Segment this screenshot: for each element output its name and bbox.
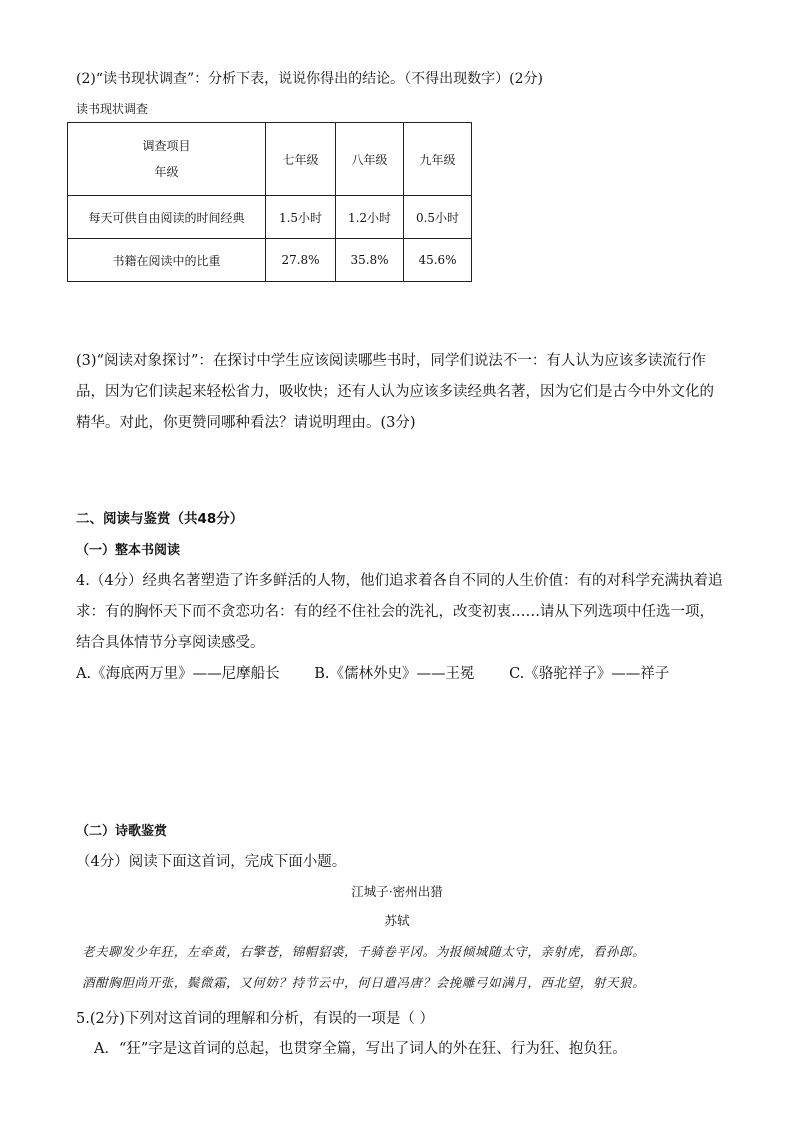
option-a: A.《海底两万里》——尼摩船长	[76, 666, 280, 682]
option-c: C.《骆驼祥子》——祥子	[509, 666, 670, 682]
table-row	[68, 239, 472, 282]
table-header-row	[68, 123, 472, 196]
poem-title: 江城子·密州出猎	[351, 884, 443, 899]
question-2-text: (2)“读书现状调查”：分析下表，说说你得出的结论。（不得出现数字）(2分)	[76, 71, 543, 87]
subsection-heading-poetry: （二）诗歌鉴赏	[76, 824, 168, 839]
table-cell: 0.5小时	[404, 196, 472, 239]
table-corner-cell	[68, 123, 266, 196]
grade-header-9: 九年级	[404, 123, 472, 196]
grade-header-8: 八年级	[336, 123, 404, 196]
corner-label-item: 调查项目	[142, 139, 191, 153]
poem-author: 苏轼	[384, 913, 410, 928]
table-cell: 1.2小时	[336, 196, 404, 239]
table-cell: 27.8%	[266, 239, 336, 282]
table-caption: 读书现状调查	[76, 102, 149, 116]
row-label: 每天可供自由阅读的时间经典	[68, 196, 266, 239]
corner-label-grade: 年级	[154, 165, 179, 179]
poem-line: 老夫聊发少年狂，左牵黄，右擎苍，锦帽貂裘，千骑卷平冈。为报倾城随太守，亲射虎，看孙郎。	[82, 944, 646, 959]
row-label: 书籍在阅读中的比重	[68, 239, 266, 282]
option-b: B.《儒林外史》——王冕	[314, 666, 475, 682]
survey-table	[67, 122, 472, 282]
poem-intro: （4分）阅读下面这首词，完成下面小题。	[76, 854, 347, 870]
table-cell: 1.5小时	[266, 196, 336, 239]
question-3-text: (3)“阅读对象探讨”：在探讨中学生应该阅读哪些书时，同学们说法不一：有人认为应该多读流行作品，因为它们读起来轻松省力，吸收快；还有人认为应该多读经典名著，因为它们是古今中外文化的精华。对此，你更赞同哪种看法？请说明理由。(3分)	[76, 353, 714, 431]
subsection-heading-book: （一）整本书阅读	[76, 543, 181, 558]
section-heading: 二、阅读与鉴赏（共48分）	[76, 511, 244, 527]
table-row	[68, 196, 472, 239]
question-5-text: 5.(2分)下列对这首词的理解和分析，有误的一项是（ ）	[76, 1011, 434, 1027]
poem-line: 酒酣胸胆尚开张，鬓微霜，又何妨？持节云中，何日遣冯唐？会挽雕弓如满月，西北望，射天狼。	[82, 975, 646, 990]
grade-header-7: 七年级	[266, 123, 336, 196]
question-4-text: 4.（4分）经典名著塑造了许多鲜活的人物，他们追求着各自不同的人生价值：有的对科学充满执着追求：有的胸怀天下而不贪恋功名：有的经不住社会的洗礼，改变初衷……请从下列选项中任选一项，结合具体情节分享阅读感受。	[76, 573, 723, 651]
table-cell: 45.6%	[404, 239, 472, 282]
question-4-options	[76, 662, 699, 683]
question-5-option-a: A．“狂”字是这首词的总起，也贯穿全篇，写出了词人的外在狂、行为狂、抱负狂。	[94, 1041, 627, 1057]
table-cell: 35.8%	[336, 239, 404, 282]
